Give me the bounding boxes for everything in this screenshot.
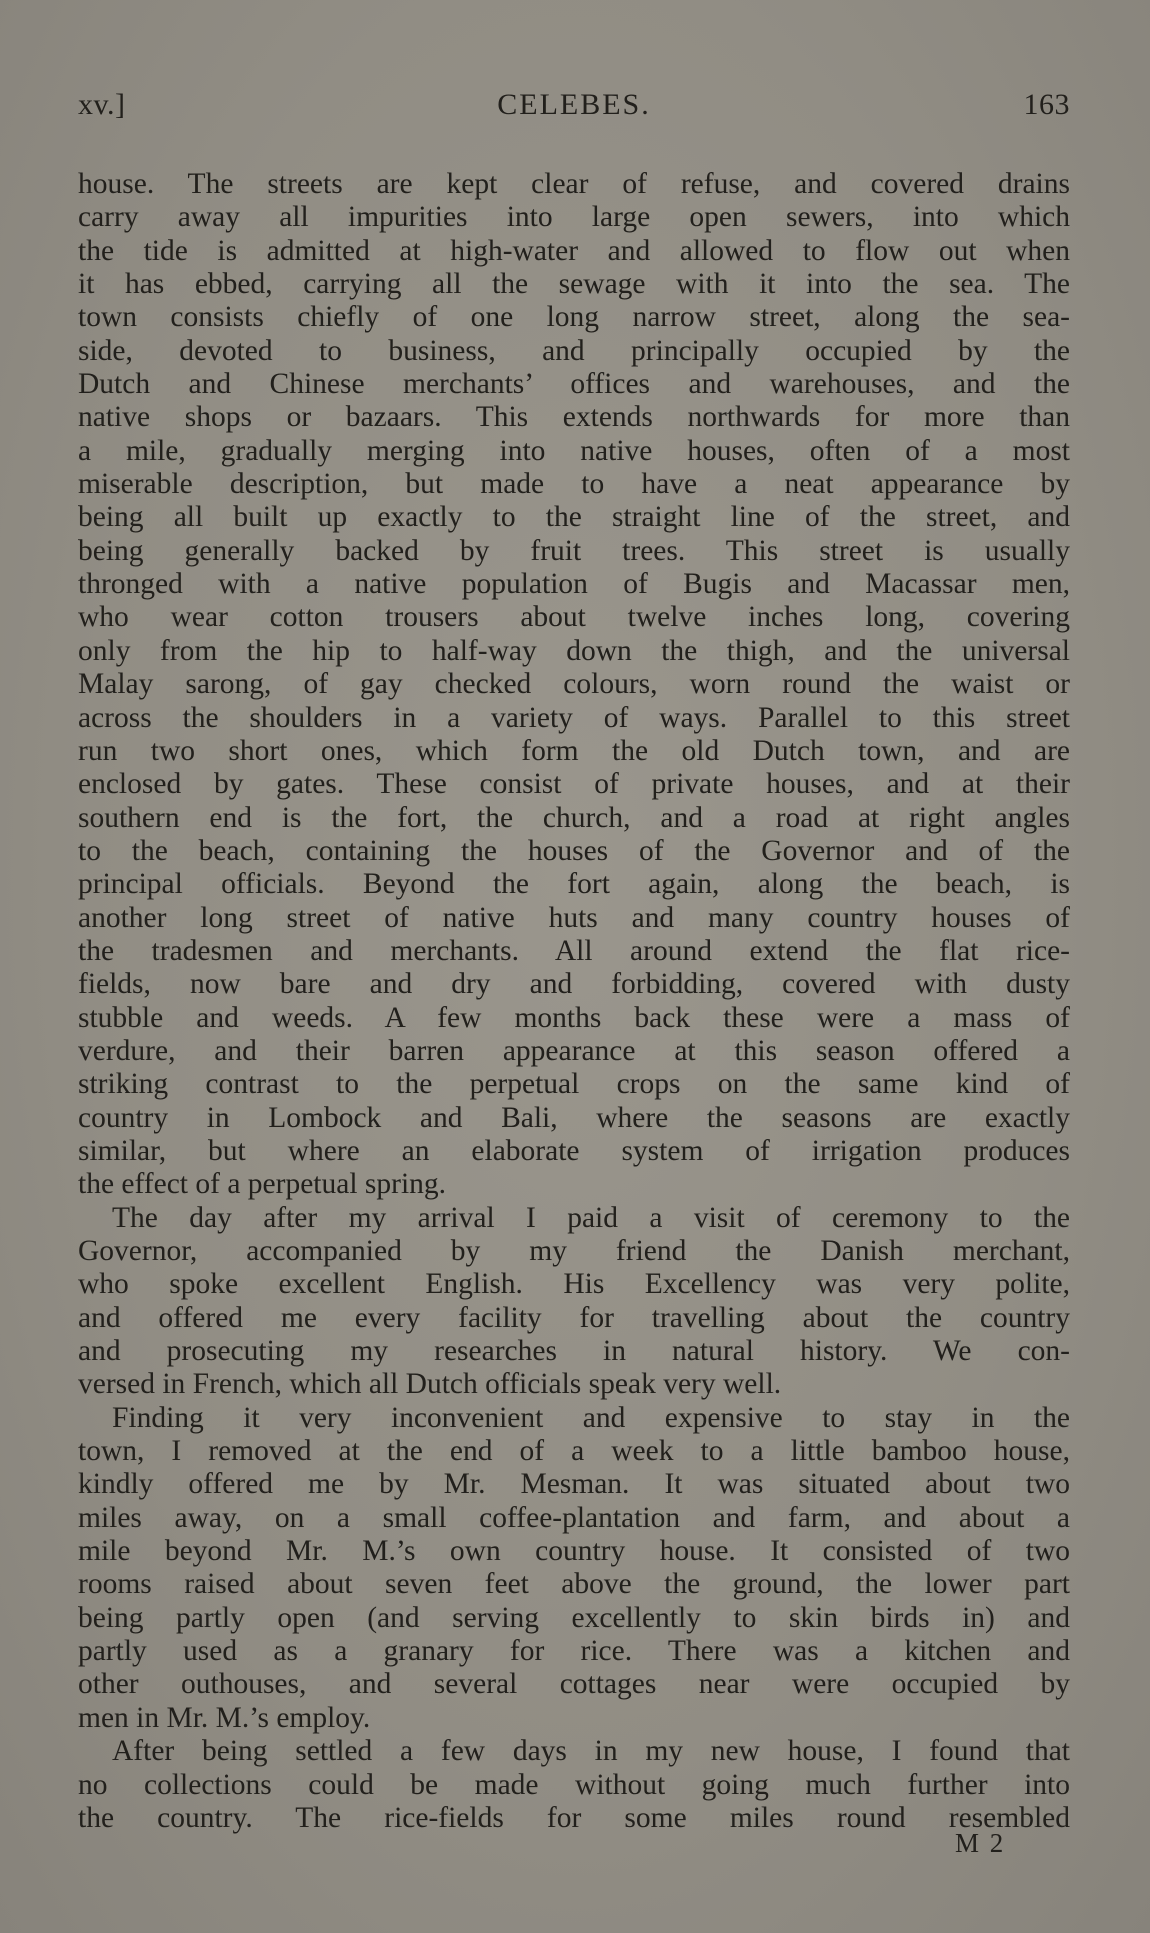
text-line: the country. The rice-fields for some miles round resembled xyxy=(78,1801,1070,1834)
text-line: Governor, accompanied by my friend the Danish merchant, xyxy=(78,1235,1070,1267)
text-line: rooms raised about seven feet above the ground, the lower part xyxy=(78,1568,1070,1601)
text-line: no collections could be made without going much further into xyxy=(78,1768,1070,1801)
text-line: who wear cotton trousers about twelve inches long, covering xyxy=(78,601,1070,634)
text-line: Dutch and Chinese merchants’ offices and warehouses, and the xyxy=(78,368,1070,401)
text-line: house. The streets are kept clear of refuse, and covered drains xyxy=(78,168,1070,200)
text-line: verdure, and their barren appearance at this season offered a xyxy=(78,1034,1070,1067)
body-text xyxy=(78,168,1070,1835)
chapter-title: CELEBES. xyxy=(497,88,651,121)
text-line: across the shoulders in a variety of ways. Parallel to this street xyxy=(78,701,1070,734)
text-line: and prosecuting my researches in natural history. We con- xyxy=(78,1335,1070,1368)
text-line: After being settled a few days in my new house, I found that xyxy=(112,1735,1070,1768)
text-line: stubble and weeds. A few months back these were a mass of xyxy=(78,1001,1070,1034)
text-line: men in Mr. M.’s employ. xyxy=(78,1701,371,1734)
signature-mark: M 2 xyxy=(955,1828,1006,1858)
text-line: country in Lombock and Bali, where the seasons are exactly xyxy=(78,1101,1070,1134)
text-line: it has ebbed, carrying all the sewage with it into the sea. The xyxy=(78,268,1070,301)
text-line: the tide is admitted at high-water and allowed to flow out when xyxy=(78,234,1070,267)
text-line: Finding it very inconvenient and expensive to stay in the xyxy=(112,1401,1070,1434)
text-line: versed in French, which all Dutch officials speak very well. xyxy=(78,1368,782,1401)
text-line: a mile, gradually merging into native houses, often of a most xyxy=(78,434,1070,467)
text-line: kindly offered me by Mr. Mesman. It was situated about two xyxy=(78,1468,1070,1501)
text-line: to the beach, containing the houses of the Governor and of the xyxy=(78,834,1070,867)
text-line: being partly open (and serving excellently to skin birds in) and xyxy=(78,1601,1070,1634)
text-line: side, devoted to business, and principally occupied by the xyxy=(78,334,1070,367)
text-line: town, I removed at the end of a week to a little bamboo house, xyxy=(78,1435,1070,1468)
text-line: only from the hip to half-way down the thigh, and the universal xyxy=(78,634,1070,667)
text-line: the effect of a perpetual spring. xyxy=(78,1168,447,1201)
text-line: The day after my arrival I paid a visit of ceremony to the xyxy=(112,1201,1070,1234)
running-head xyxy=(78,88,1070,128)
chapter-number: xv.] xyxy=(78,88,126,121)
text-line: who spoke excellent English. His Excellency was very polite, xyxy=(78,1268,1070,1301)
text-line: and offered me every facility for travelling about the country xyxy=(78,1301,1070,1334)
text-line: mile beyond Mr. M.’s own country house. It consisted of two xyxy=(78,1535,1070,1568)
text-line: fields, now bare and dry and forbidding, covered with dusty xyxy=(78,968,1070,1001)
text-line: thronged with a native population of Bugis and Macassar men, xyxy=(78,568,1070,601)
text-line: partly used as a granary for rice. There was a kitchen and xyxy=(78,1635,1070,1668)
text-line: being generally backed by fruit trees. This street is usually xyxy=(78,534,1070,567)
text-line: run two short ones, which form the old Dutch town, and are xyxy=(78,734,1070,767)
text-line: miles away, on a small coffee-plantation and farm, and about a xyxy=(78,1501,1070,1534)
text-line: principal officials. Beyond the fort again, along the beach, is xyxy=(78,868,1070,901)
text-line: being all built up exactly to the straight line of the street, and xyxy=(78,501,1070,534)
text-line: Malay sarong, of gay checked colours, worn round the waist or xyxy=(78,668,1070,701)
text-line: other outhouses, and several cottages near were occupied by xyxy=(78,1668,1070,1701)
text-line: carry away all impurities into large open sewers, into which xyxy=(78,201,1070,234)
text-line: enclosed by gates. These consist of private houses, and at their xyxy=(78,768,1070,801)
text-line: the tradesmen and merchants. All around extend the flat rice- xyxy=(78,934,1070,967)
text-line: striking contrast to the perpetual crops on the same kind of xyxy=(78,1068,1070,1101)
text-line: native shops or bazaars. This extends northwards for more than xyxy=(78,401,1070,434)
text-line: another long street of native huts and many country houses of xyxy=(78,901,1070,934)
text-line: southern end is the fort, the church, and a road at right angles xyxy=(78,801,1070,834)
text-line: town consists chiefly of one long narrow street, along the sea- xyxy=(78,301,1070,334)
text-line: miserable description, but made to have a neat appearance by xyxy=(78,468,1070,501)
text-line: similar, but where an elaborate system of irrigation produces xyxy=(78,1134,1070,1167)
page-number: 163 xyxy=(1023,88,1070,121)
